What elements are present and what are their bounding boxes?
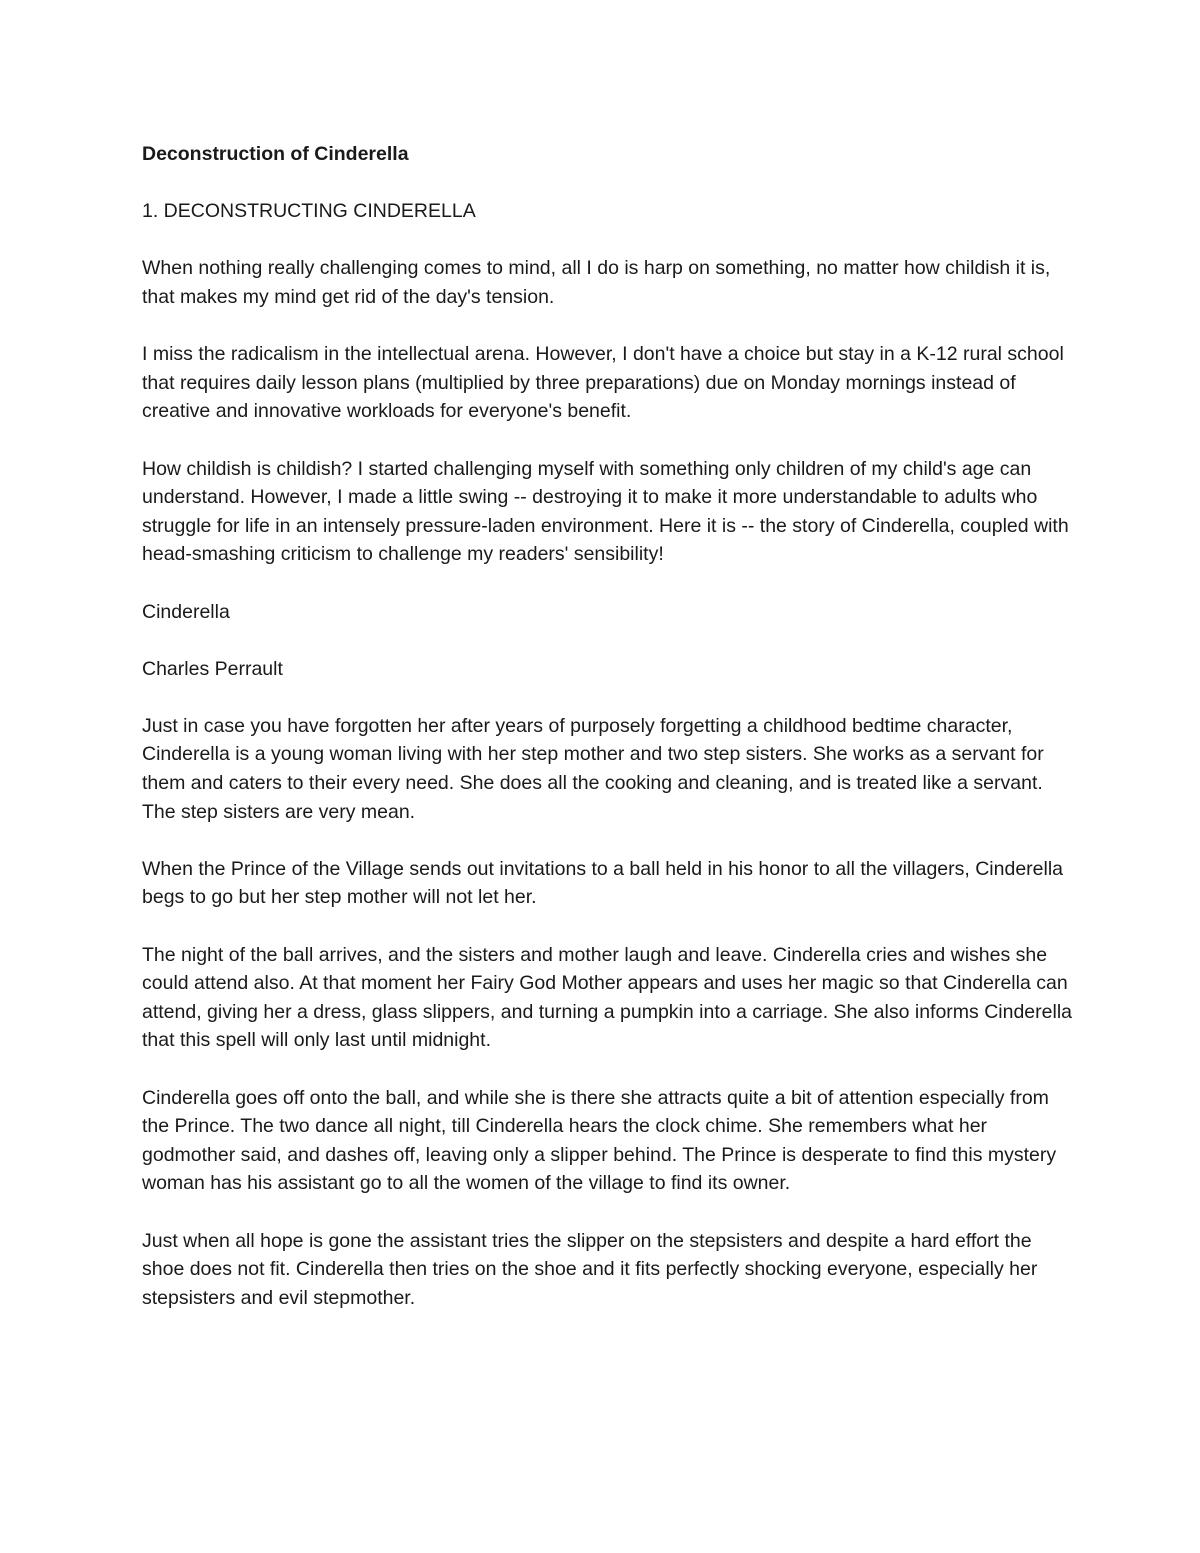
story-paragraph-4: Cinderella goes off onto the ball, and while she is there she attracts quite a bit of attention especially from the Prince. The two dance all night, till Cinderella hears the clock chime. She remembers what her godmother said, and dashes off, leaving only a slipper behind. The Prince is desperate to find this mystery woman has his assistant go to all the women of the village to find its owner. <box>142 1086 1057 1195</box>
story-author: Charles Perrault <box>142 657 283 680</box>
story-title: Cinderella <box>142 600 230 623</box>
intro-paragraph-1: When nothing really challenging comes to mind, all I do is harp on something, no matter how childish it is, that makes my mind get rid of the day's tension. <box>142 257 1051 308</box>
story-paragraph-1: Just in case you have forgotten her after years of purposely forgetting a childhood bedtime character, Cinderella is a young woman living with her step mother and two step sisters. She works as a servant for them and caters to their every need. She does all the cooking and cleaning, and is treated like a servant. The step sisters are very mean. <box>142 714 1044 823</box>
document-body <box>142 140 1072 1341</box>
document-title: Deconstruction of Cinderella <box>142 143 409 165</box>
intro-paragraph-3: How childish is childish? I started challenging myself with something only children of my child's age can understand. However, I made a little swing -- destroying it to make it more understandable to adults who struggle for life in an intensely pressure-laden environment. Here it is -- the story of Cinderella, coupled with head-smashing criticism to challenge my readers' sensibility! <box>142 457 1069 566</box>
section-heading: 1. DECONSTRUCTING CINDERELLA <box>142 200 476 223</box>
intro-paragraph-2: I miss the radicalism in the intellectual arena. However, I don't have a choice but stay in a K-12 rural school that requires daily lesson plans (multiplied by three preparations) due on Monday mornings instead of creative and innovative workloads for everyone's benefit. <box>142 343 1064 423</box>
story-paragraph-2: When the Prince of the Village sends out invitations to a ball held in his honor to all the villagers, Cinderella begs to go but her step mother will not let her. <box>142 857 1064 909</box>
story-paragraph-5: Just when all hope is gone the assistant tries the slipper on the stepsisters and despite a hard effort the shoe does not fit. Cinderella then tries on the shoe and it fits perfectly shocking everyone, especially her stepsisters and evil stepmother. <box>142 1229 1038 1309</box>
story-paragraph-3: The night of the ball arrives, and the sisters and mother laugh and leave. Cinderella cries and wishes she could attend also. At that moment her Fairy God Mother appears and uses her magic so that Cinderella can attend, giving her a dress, glass slippers, and turning a pumpkin into a carriage. She also informs Cinderella that this spell will only last until midnight. <box>142 943 1073 1052</box>
